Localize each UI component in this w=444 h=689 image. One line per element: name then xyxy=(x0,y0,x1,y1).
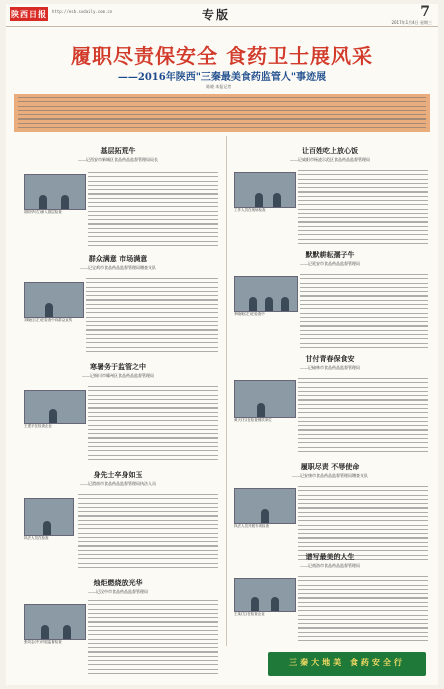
photo-caption: 张同志(中)开展监督检查 xyxy=(24,640,62,644)
story-title: 默默耕耘孺子牛 xyxy=(305,251,355,259)
photo-caption: 黄天(右)在检查餐饮单位 xyxy=(234,418,272,422)
story-text xyxy=(298,378,428,456)
story-title: 烛炬燃烧放光华 xyxy=(93,579,143,587)
photo-caption: 王某(左)在检查企业 xyxy=(234,612,265,616)
story-title: 寒暑务于监管之中 xyxy=(90,363,146,371)
photo-caption: 工作人员在现场检查 xyxy=(234,208,266,212)
story-text xyxy=(298,576,428,644)
story-subtitle: ——记西安市新城区食品药品监督管理局局长 xyxy=(78,157,158,162)
story-subtitle: ——记延安市食品药品监督管理局 xyxy=(300,261,360,266)
photo-caption: 王建平在检查企业 xyxy=(24,424,52,428)
story-subtitle: ——记安康市食品药品监督管理局稽查支队 xyxy=(292,473,368,478)
story-subtitle: ——记商洛市食品药品监督管理局 xyxy=(300,563,360,568)
page-number: 7 xyxy=(420,4,430,20)
story-photo xyxy=(234,380,296,418)
main-headline: 履职尽责保安全 食药卫士展风采 xyxy=(71,44,373,68)
story-photo xyxy=(234,276,298,312)
story-title: 让百姓吃上放心饭 xyxy=(302,147,358,155)
photo-caption: 执法人员在检查 xyxy=(24,536,49,540)
story-left-1 xyxy=(14,146,222,163)
story-text xyxy=(86,278,218,356)
story-right-4 xyxy=(230,462,430,479)
story-photo xyxy=(24,390,86,424)
story-text xyxy=(88,386,218,464)
story-text xyxy=(298,170,428,246)
story-subtitle: ——记汉中市食品药品监督管理局 xyxy=(88,589,148,594)
story-left-4 xyxy=(14,470,222,487)
newspaper-page xyxy=(6,4,438,685)
story-left-2 xyxy=(14,254,222,271)
section-title: 专版 xyxy=(202,8,231,22)
story-right-5 xyxy=(230,552,430,569)
sub-headline: ——2016年陕西"三秦最美食药监管人"事迹展 xyxy=(117,72,327,83)
story-subtitle: ——记宝鸡市食品药品监督管理局稽查支队 xyxy=(80,265,156,270)
story-subtitle: ——记榆林市食品药品监督管理局 xyxy=(300,365,360,370)
story-right-3 xyxy=(230,354,430,371)
story-title: 谱写最美的人生 xyxy=(305,553,355,561)
story-right-1 xyxy=(230,146,430,163)
site-url: http://esb.sxdaily.com.cn xyxy=(52,9,113,14)
story-title: 群众满意 市场满意 xyxy=(88,255,148,263)
story-text xyxy=(298,486,428,562)
lead-text-lines xyxy=(18,97,426,131)
photo-caption: 刘晓红(左)在检查中向群众宣传 xyxy=(24,318,73,322)
masthead xyxy=(6,4,438,27)
bottom-banner xyxy=(268,652,426,676)
issue-date: 2017年1月4日 星期三 xyxy=(391,20,432,25)
story-text xyxy=(88,600,218,678)
column-divider xyxy=(226,136,227,646)
story-photo xyxy=(234,578,296,612)
banner-text: 三秦大地美 食药安全行 xyxy=(289,657,405,667)
byline: 陈晓 本报记者 xyxy=(206,84,232,89)
story-photo xyxy=(234,172,296,208)
story-title: 履职尽责 不辱使命 xyxy=(300,463,360,471)
story-photo xyxy=(24,498,74,536)
story-title: 基层拓荒牛 xyxy=(100,147,136,155)
photo-caption: 胡同华(右)深入基层检查 xyxy=(24,210,62,214)
story-photo xyxy=(24,282,84,318)
story-right-2 xyxy=(230,250,430,267)
story-title: 身先士卒身如玉 xyxy=(93,471,143,479)
photo-caption: 执法人员开展专项检查 xyxy=(234,524,269,528)
photo-caption: 李晓明(左)在检查中 xyxy=(234,312,265,316)
story-photo xyxy=(24,604,86,640)
story-text xyxy=(78,494,218,572)
story-left-3 xyxy=(14,362,222,379)
story-photo xyxy=(234,488,296,524)
story-subtitle: ——记咸阳市杨凌示范区食品药品监督管理局 xyxy=(290,157,370,162)
story-photo xyxy=(24,174,86,210)
story-title: 甘付青春保食安 xyxy=(305,355,355,363)
story-subtitle: ——记铜川市耀州区食品药品监督管理局 xyxy=(82,373,154,378)
lead-paragraph-box xyxy=(14,94,430,132)
story-text xyxy=(88,172,218,248)
newspaper-logo: 陕西日报 xyxy=(11,9,47,19)
story-left-5 xyxy=(14,578,222,595)
story-text xyxy=(300,274,428,350)
story-subtitle: ——记渭南市食品药品监督管理局执法人员 xyxy=(80,481,156,486)
